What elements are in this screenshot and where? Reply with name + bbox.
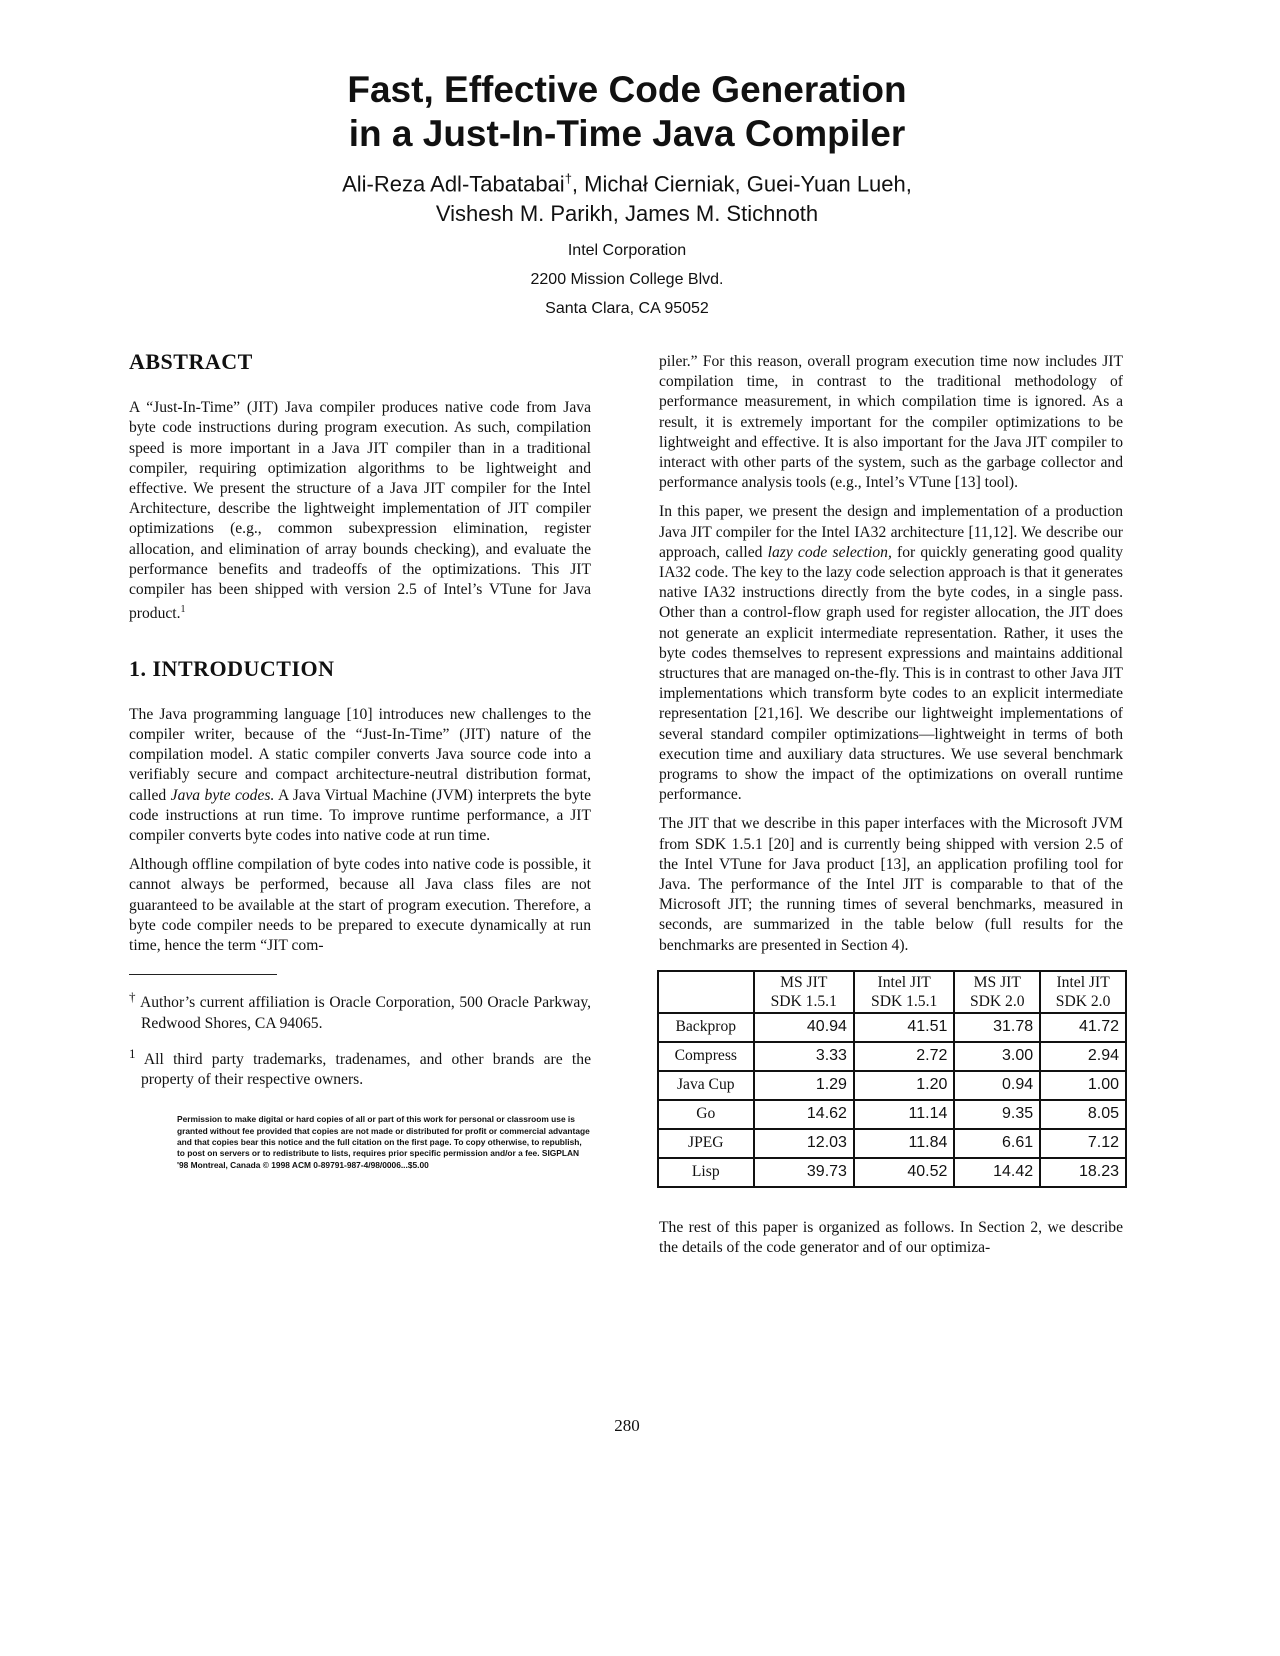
right-paragraph-4: The rest of this paper is organized as follows. In Section 2, we describe the details of the code generator and of our optimiza- — [659, 1218, 1123, 1257]
left-column — [129, 349, 592, 1171]
table-cell: 3.00 — [954, 1042, 1040, 1071]
table-cell: 14.62 — [754, 1100, 854, 1129]
right-paragraph-3: The JIT that we describe in this paper interfaces with the Microsoft JVM from SDK 1.5.1 [20] and is currently being shipped with version 2.5 of the Intel VTune for Java product [13], an application profiling tool for Java. The performance of the Intel JIT is comparable to that of the Microsoft JIT; the running times of several benchmarks, measured in seconds, are summarized in the table below (full results for the benchmarks are presented in Section 4). — [659, 815, 1123, 954]
row-label: Go — [658, 1100, 754, 1129]
column-header: Intel JIT SDK 1.5.1 — [854, 971, 954, 1013]
table-cell: 18.23 — [1040, 1158, 1126, 1187]
table-cell: 41.51 — [854, 1013, 954, 1042]
p2a: In this paper, we present the design and implementation of a production Java JIT compiler for the Intel IA32 architecture [11,12]. We describe our approach, called — [659, 503, 1123, 561]
affiliation-street: 2200 Mission College Blvd. — [530, 271, 724, 288]
title-line-1: Fast, Effective Code Generation — [347, 69, 907, 110]
table-cell: 1.00 — [1040, 1071, 1126, 1100]
column-header: Intel JIT SDK 2.0 — [1040, 971, 1126, 1013]
row-label: Backprop — [658, 1013, 754, 1042]
author-first: Ali-Reza Adl-Tabatabai — [342, 171, 565, 197]
row-label: Java Cup — [658, 1071, 754, 1100]
table-cell: 11.84 — [854, 1129, 954, 1158]
intro-heading: 1. INTRODUCTION — [129, 655, 335, 681]
authors — [0, 164, 1254, 229]
authors-rest: , Michał Cierniak, Guei-Yuan Lueh, — [571, 171, 912, 197]
page-number: 280 — [614, 1416, 640, 1435]
table-cell: 11.14 — [854, 1100, 954, 1129]
permission-notice: Permission to make digital or hard copies of all or part of this work for personal or classroom use is granted without fee provided that copies are not made or distributed for profit or commercial advantage and that copies bear this notice and the full citation on the first page. To copy otherwise, to republish, to post on servers or to redistribute to lists, requires prior specific permission and/or a fee. SIGPLAN '98 Montreal, Canada © 1998 ACM 0-89791-987-4/98/0006...$5.00 — [177, 1114, 590, 1170]
table-cell: 9.35 — [954, 1100, 1040, 1129]
table-cell: 1.20 — [854, 1071, 954, 1100]
table-row — [658, 1042, 1126, 1071]
benchmark-table — [657, 970, 1127, 1188]
right-column — [659, 352, 1123, 1267]
row-label: Compress — [658, 1042, 754, 1071]
footnote-mark: † — [129, 989, 137, 1005]
footnote-text: All third party trademarks, tradenames, and other brands are the property of their respective owners. — [141, 1051, 591, 1089]
paper-title — [0, 68, 1254, 156]
table-cell: 12.03 — [754, 1129, 854, 1158]
abstract-body: A “Just-In-Time” (JIT) Java compiler produces native code from Java byte code instructions during program execution. As such, compilation speed is more important in a Java JIT compiler than in a traditional compiler, requiring optimization algorithms to be lightweight and effective. We present the structure of a Java JIT compiler for the Intel Architecture, describe the lightweight implementation of JIT compiler optimizations (e.g., common subexpression elimination, register allocation, and elimination of array bounds checking), and evaluate the performance benefits and tradeoffs of the optimizations. This JIT compiler has been shipped with version 2.5 of Intel’s VTune for Java product. — [129, 399, 591, 623]
table-cell: 2.72 — [854, 1042, 954, 1071]
table-cell: 40.94 — [754, 1013, 854, 1042]
affiliation-org: Intel Corporation — [567, 242, 687, 259]
column-header: MS JIT SDK 2.0 — [954, 971, 1040, 1013]
row-label: JPEG — [658, 1129, 754, 1158]
authors-line-2: Vishesh M. Parikh, James M. Stichnoth — [435, 201, 819, 227]
dagger-mark: † — [564, 171, 572, 186]
table-cell: 3.33 — [754, 1042, 854, 1071]
affiliation-city: Santa Clara, CA 95052 — [545, 300, 709, 317]
table-row — [658, 1013, 1126, 1042]
intro-paragraph-1 — [129, 705, 591, 846]
p2b: for quickly generating good quality IA32 code. The key to the lazy code selection approach is that it generates native IA32 instructions directly from the byte codes, in a single pass. Other than a control-flow graph used for register allocation, the JIT does not generate an explicit intermediate representation. Rather, it uses the byte codes themselves to represent expressions and maintains additional structures that are managed on-the-fly. This is in contrast to other Java JIT implementations which transform byte codes to an explicit intermediate representation [21,16]. We describe our lightweight implementations of several standard compiler optimizations—lightweight in terms of both execution time and auxiliary data structures. We use several benchmark programs to show the impact of the optimizations on overall runtime performance. — [659, 543, 1123, 804]
table-row — [658, 1100, 1126, 1129]
abstract-heading: ABSTRACT — [129, 349, 253, 374]
row-label: Lisp — [658, 1158, 754, 1187]
right-paragraph-2 — [659, 502, 1123, 805]
intro-paragraph-2: Although offline compilation of byte codes into native code is possible, it cannot always be performed, because all Java class files are not guaranteed to be available at the start of program execution. Therefore, a byte code compiler needs to be prepared to execute dynamically at run time, hence the term “JIT com- — [129, 856, 591, 955]
table-cell: 40.52 — [854, 1158, 954, 1187]
table-row — [658, 1071, 1126, 1100]
p2-italic: lazy code selection, — [767, 543, 892, 561]
table-cell: 39.73 — [754, 1158, 854, 1187]
title-line-2: in a Just-In-Time Java Compiler — [348, 113, 906, 154]
footnote-affiliation — [129, 987, 591, 1034]
table-corner — [658, 971, 754, 1013]
table-cell: 6.61 — [954, 1129, 1040, 1158]
table-row — [658, 1158, 1126, 1187]
table-header-row — [658, 971, 1126, 1013]
table-cell: 41.72 — [1040, 1013, 1126, 1042]
table-cell: 31.78 — [954, 1013, 1040, 1042]
abstract-text — [129, 398, 591, 624]
p1a: The Java programming language [10] introduces new challenges to the compiler writer, because of the “Just-In-Time” (JIT) nature of the compilation model. A static compiler converts Java source code into a verifiably secure and compact architecture-neutral distribution format, called — [129, 705, 591, 804]
p1-italic: Java byte codes. — [170, 786, 275, 804]
column-header: MS JIT SDK 1.5.1 — [754, 971, 854, 1013]
table-cell: 8.05 — [1040, 1100, 1126, 1129]
footnote-text: Author’s current affiliation is Oracle Corporation, 500 Oracle Parkway, Redwood Shores, CA 94065. — [139, 994, 592, 1032]
right-paragraph-1: piler.” For this reason, overall program execution time now includes JIT compilation time, in contrast to the traditional methodology of performance measurement, in which compilation time is ignored. As a result, it is extremely important for the compiler optimizations to be lightweight and effective. It is also important for the Java JIT compiler to interact with other parts of the system, such as the garbage collector and performance analysis tools (e.g., Intel’s VTune [13] tool). — [659, 353, 1123, 492]
footnote-rule — [129, 974, 277, 975]
footnote-mark: 1 — [129, 1045, 136, 1061]
p1b: A Java Virtual Machine (JVM) interprets the byte code instructions at run time. To improve runtime performance, a JIT compiler converts byte codes into native code at run time. — [129, 786, 592, 845]
affiliation — [0, 236, 1254, 323]
footnote-trademarks — [129, 1044, 591, 1091]
table-cell: 7.12 — [1040, 1129, 1126, 1158]
footnote-ref: 1 — [180, 604, 186, 616]
table-cell: 0.94 — [954, 1071, 1040, 1100]
table-cell: 14.42 — [954, 1158, 1040, 1187]
table-cell: 1.29 — [754, 1071, 854, 1100]
table-cell: 2.94 — [1040, 1042, 1126, 1071]
table-row — [658, 1129, 1126, 1158]
